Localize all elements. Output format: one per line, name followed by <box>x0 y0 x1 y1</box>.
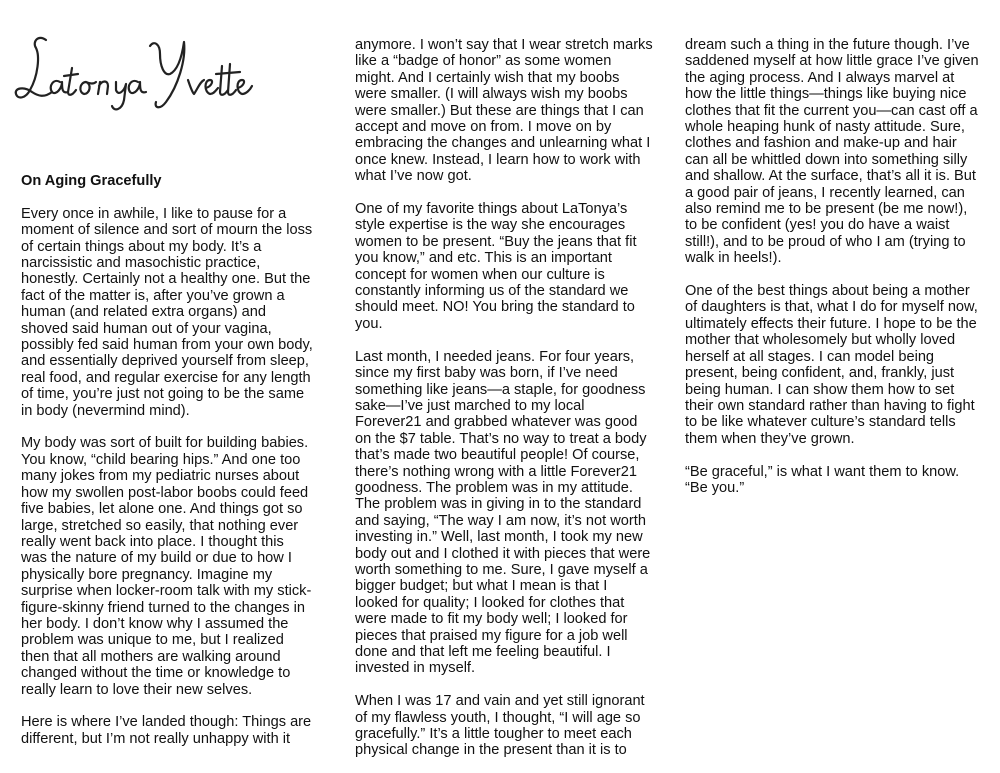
paragraph: Every once in awhile, I like to pause for a moment of silence and sort of mourn the loss of certain things about my body. It’s a narcissistic and masochistic practice, honestly. Certainly not a healthy one. But the fact of the matter is, after you’ve grown a human (and related extra organs) and shoved said human out of your vagina, possibly fed said human from your own body, and essentially deprived yourself from sleep, real food, and regular exercise for any length of time, you’re just not going to be the same in body (nevermind mind). <box>21 205 313 419</box>
paragraph: Here is where I’ve landed though: Things are different, but I’m not really unhappy with it <box>21 714 312 747</box>
paragraph: Last month, I needed jeans. For four years, since my first baby was born, if I’ve need something like jeans—a staple, for goodness sake—I’ve just marched to my local Forever21 and grabbed whatever was good on the $7 table. That’s no way to treat a body that’s made two beautiful people! Of course, there’s nothing wrong with a little Forever21 goodness. The problem was in my attitude. The problem was in giving in to the standard and saying, “The way I am now, it’s not worth investing in.” Well, last month, I took my new body out and I clothed it with pieces that were worth something to me. Sure, I gave myself a bigger budget; but what I mean is that I looked for quality; I looked for clothes that were made to fit my body well; I looked for pieces that praised my figure for a job well done and that left me feeling beautiful. I invested in myself. <box>355 348 651 677</box>
article-column-2 <box>355 37 653 759</box>
paragraph: anymore. I won’t say that I wear stretch marks like a “badge of honor” as some women might. And I certainly wish that my boobs were smaller. (I will always wish my boobs were smaller.) But these are things that I can accept and move on from. I move on by embracing the changes and unlearning what I once knew. Instead, I learn how to work with what I’ve now got. <box>355 37 653 185</box>
paragraph: When I was 17 and vain and yet still ignorant of my flawless youth, I thought, “I will age so gracefully.” It’s a little tougher to meet each physical change in the present than it is to <box>355 693 645 759</box>
latonya-yvette-logo[interactable] <box>8 26 258 116</box>
script-logo-graphic <box>8 26 258 116</box>
article-title: On Aging Gracefully <box>21 173 162 189</box>
paragraph: One of the best things about being a mother of daughters is that, what I do for myself now, ultimately effects their future. I hope to be the mother that wholesomely but wholly loved herself at all stages. I can model being present, being confident, and, frankly, just being human. I can show them how to set their own standard rather than having to fight to be like whatever culture’s standard tells them when they’ve grown. <box>685 283 978 447</box>
paragraph: My body was sort of built for building babies. You know, “child bearing hips.” And one too many jokes from my pediatric nurses about how my swollen post-labor boobs could feed five babies, let alone one. And things got so large, stretched so easily, that nothing ever really went back into place. I thought this was the nature of my build or due to how I physically bore pregnancy. Imagine my surprise when locker-room talk with my stick-figure-skinny friend turned to the changes in her body. I don’t know why I assumed the problem was unique to me, but I realized then that all mothers are walking around changed without the time or knowledge to really learn to love their new selves. <box>21 435 312 698</box>
article-column-1 <box>21 173 313 747</box>
article-column-3 <box>685 37 981 496</box>
paragraph: One of my favorite things about LaTonya’s style expertise is the way she encourages women to be present. “Buy the jeans that fit you know,” and etc. This is an important concept for women when our culture is constantly informing us of the standard we should meet. NO! You bring the standard to you. <box>355 201 637 332</box>
paragraph: dream such a thing in the future though. I’ve saddened myself at how little grace I’ve given the aging process. And I always marvel at how the little things—things like buying nice clothes that fit the current you—can cast off a whole heaping hunk of nasty attitude. Sure, clothes and fashion and make-up and hair can all be whittled down into something silly and shallow. At the surface, that’s all it is. But a good pair of jeans, I recently learned, can also remind me to be present (be me now!), to be confident (yes! you do have a waist still!), and to be proud of who I am (trying to walk in heels!). <box>685 37 979 267</box>
paragraph: “Be graceful,” is what I want them to know. “Be you.” <box>685 463 960 496</box>
